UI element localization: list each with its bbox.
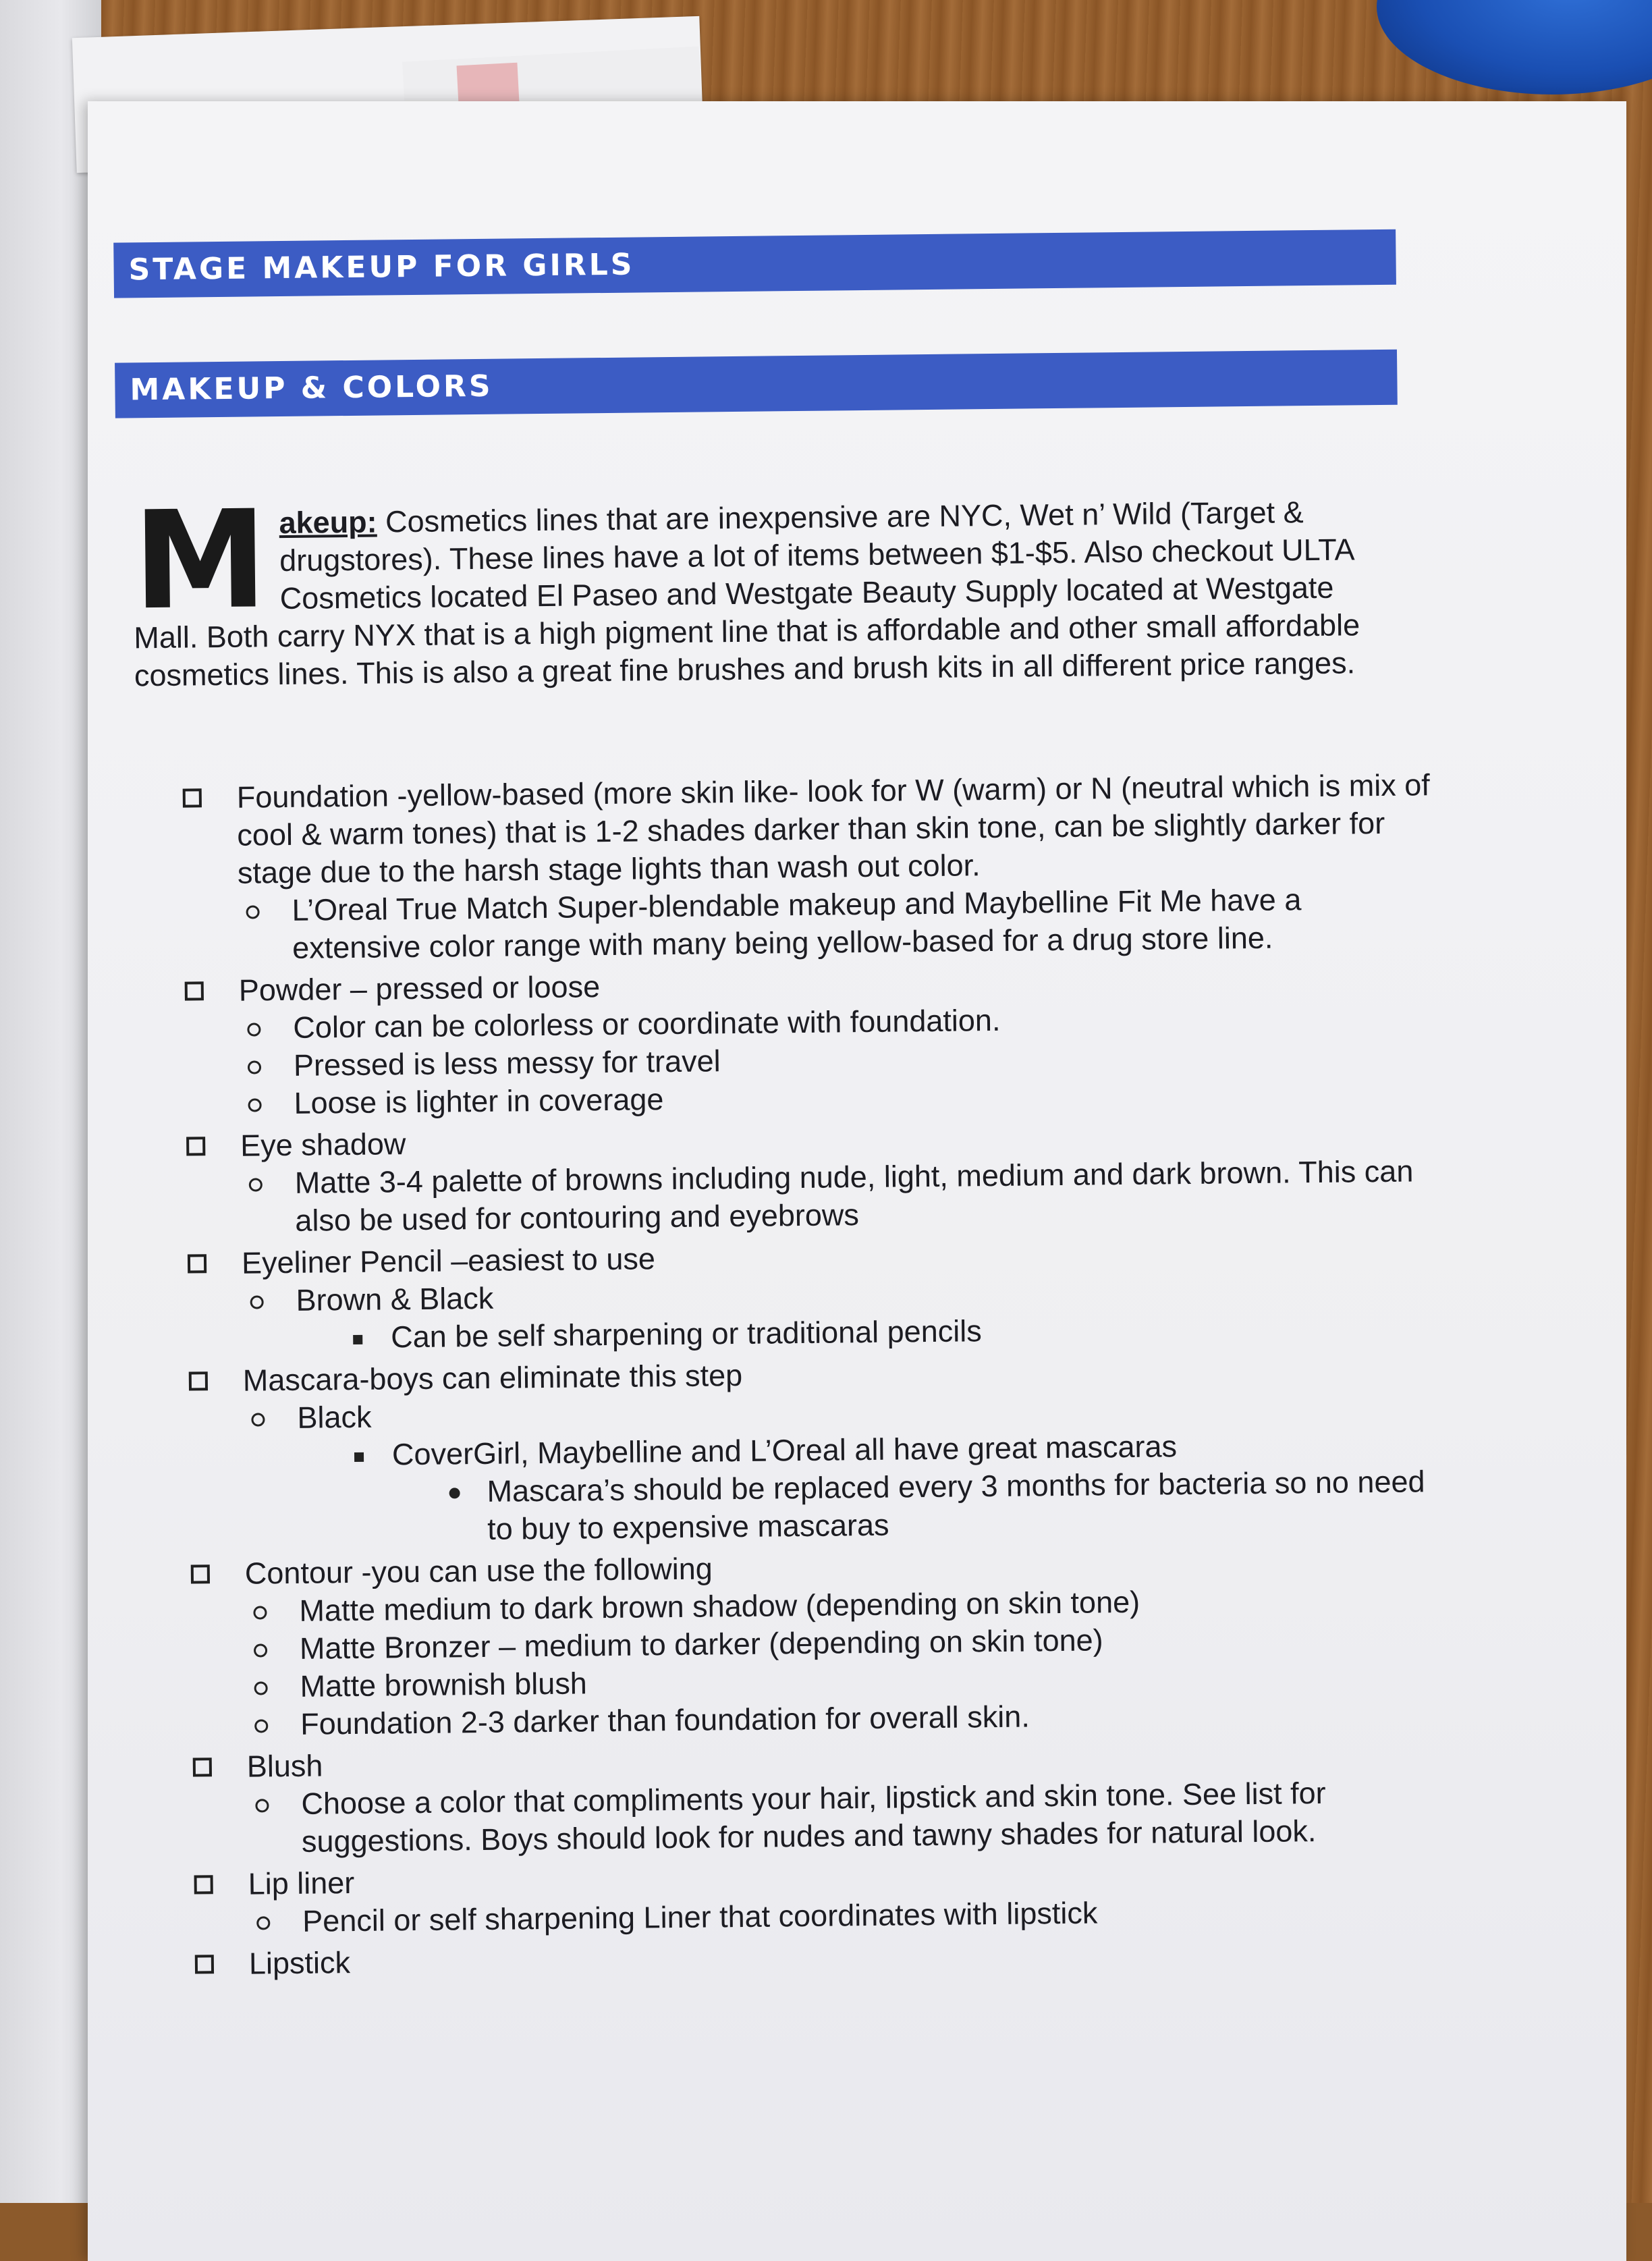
circle-bullet-icon (248, 1098, 261, 1112)
circle-bullet-icon (247, 1023, 260, 1036)
checkbox[interactable] (194, 1875, 213, 1894)
item-label: Powder – pressed or loose (238, 969, 601, 1008)
sub-item-text: L’Oreal True Match Super-blendable makeup and Maybelline Fit Me have a extensive color range with many being yellow-based for a drug store line. (292, 882, 1302, 965)
sub-sub-item-text: Can be self sharpening or traditional pencils (390, 1313, 982, 1355)
circle-bullet-icon (253, 1606, 267, 1619)
sub-sub-sub-item-text: Mascara’s should be replaced every 3 months for bacteria so no need to buy to expensive mascaras (487, 1464, 1425, 1546)
square-bullet-icon (353, 1335, 362, 1344)
sub-item-text: Matte 3-4 palette of browns including nude, light, medium and dark brown. This can also be used for contouring and eyebrows (294, 1153, 1414, 1238)
sub-item-text: Loose is lighter in coverage (294, 1082, 664, 1120)
circle-bullet-icon (251, 1413, 265, 1426)
sub-sub-item-text: CoverGirl, Maybelline and L’Oreal all have great mascaras (391, 1429, 1178, 1472)
circle-bullet-icon (250, 1295, 264, 1309)
circle-bullet-icon (248, 1060, 261, 1074)
item-label: Lipstick (248, 1945, 351, 1981)
item-label: Eyeliner Pencil –easiest to use (241, 1241, 656, 1280)
drop-cap: M (132, 481, 269, 641)
checklist (182, 762, 1443, 1983)
item-label: Eye shadow (240, 1126, 406, 1163)
checkbox[interactable] (189, 1371, 208, 1390)
item-label: Foundation -yellow-based (more skin like- look for W (warm) or N (neutral which is mix of cool & warm tones) that is 1-2 shades darker than skin tone, can be slightly darker for stage due to the harsh stage lights than wash out color. (236, 767, 1431, 890)
title-banner: STAGE MAKEUP FOR GIRLS (113, 229, 1396, 298)
checkbox[interactable] (188, 1254, 206, 1273)
sub-item-text: Matte brownish blush (300, 1666, 588, 1704)
intro-paragraph (132, 481, 1376, 694)
sub-item-text: Choose a color that compliments your hair, lipstick and skin tone. See list for suggestions. Boys should look for nudes and tawny shades for natural look. (301, 1775, 1326, 1859)
item-label: Blush (246, 1748, 323, 1784)
intro-text: Cosmetics lines that are inexpensive are NYC, Wet n’ Wild (Target & drugstores). These lines have a lot of items between $1-$5. Also checkout ULTA Cosmetics located El Paseo and Westgate Beauty Supply located at Westgate Mall. Both carry NYX that is a high pigment line that is affordable and other small affordable cosmetics lines. This is also a great fine brushes and brush kits in all different price ranges. (134, 495, 1360, 693)
sub-item-text: Foundation 2-3 darker than foundation for overall skin. (300, 1699, 1030, 1741)
sub-item (247, 1773, 1442, 1861)
sub-item (241, 1152, 1436, 1241)
checkbox[interactable] (186, 1137, 205, 1155)
checkbox[interactable] (195, 1955, 214, 1973)
circle-bullet-icon (249, 1178, 263, 1191)
sub-item-text: Black (297, 1399, 372, 1435)
circle-bullet-icon (254, 1681, 268, 1695)
circle-bullet-icon (254, 1643, 267, 1657)
sub-sub-sub-item (439, 1463, 1439, 1548)
sub-item (238, 879, 1433, 968)
sub-item-text: Brown & Black (296, 1280, 494, 1317)
sub-item-text: Matte Bronzer – medium to darker (depending on skin tone) (299, 1623, 1103, 1666)
section-banner: MAKEUP & COLORS (115, 350, 1398, 418)
sub-item-text: Color can be colorless or coordinate with foundation. (293, 1002, 1001, 1045)
sub-item-text: Pencil or self sharpening Liner that coordinates with lipstick (302, 1895, 1098, 1938)
binder-left-page (0, 0, 101, 2203)
document-page (88, 101, 1626, 2261)
circle-bullet-icon (255, 1799, 269, 1812)
sub-item-text: Matte medium to dark brown shadow (depending on skin tone) (299, 1584, 1140, 1628)
circle-bullet-icon (256, 1916, 270, 1930)
checkbox[interactable] (191, 1564, 210, 1583)
item-label: Mascara-boys can eliminate this step (242, 1357, 743, 1398)
checkbox[interactable] (183, 788, 202, 807)
list-item (183, 766, 1433, 892)
checkbox[interactable] (193, 1758, 212, 1776)
list-item (195, 1932, 1443, 1983)
checkbox[interactable] (185, 981, 204, 1000)
item-label: Contour -you can use the following (244, 1551, 713, 1591)
circle-bullet-icon (246, 905, 259, 919)
intro-heading: akeup: (279, 504, 377, 541)
page-content (88, 85, 1652, 2194)
square-bullet-icon (354, 1452, 364, 1462)
sub-item-text: Pressed is less messy for travel (293, 1043, 721, 1083)
dot-bullet-icon (449, 1488, 460, 1498)
circle-bullet-icon (254, 1719, 268, 1733)
item-label: Lip liner (248, 1865, 355, 1901)
